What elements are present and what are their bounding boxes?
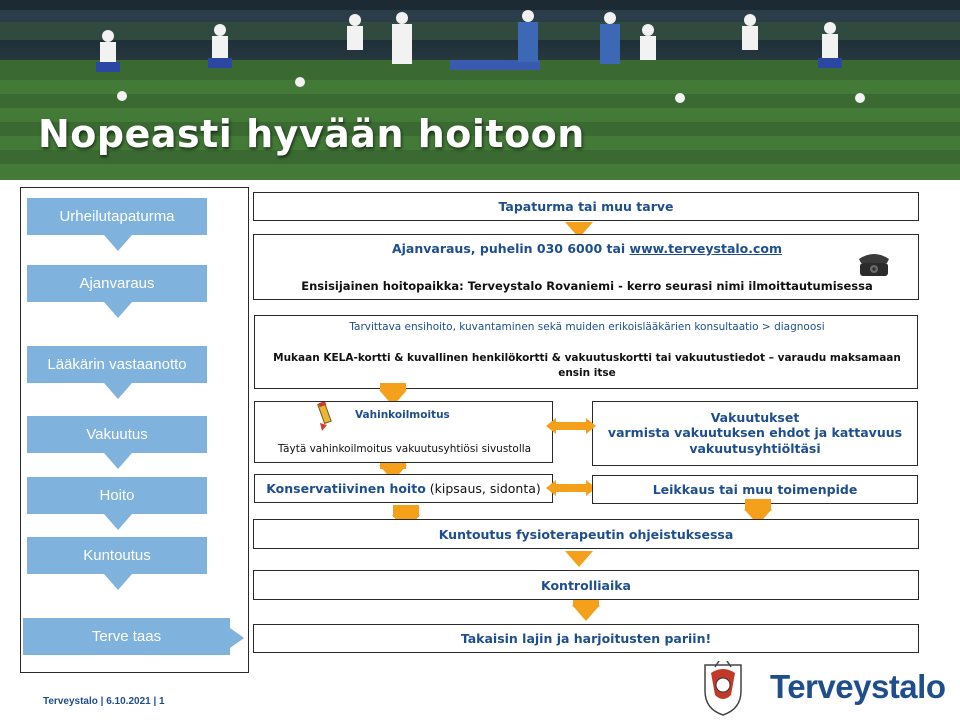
kuntoutus-text: Kuntoutus fysioterapeutin ohjeistuksessa [438,526,734,542]
ensihoito-text: Tarvittava ensihoito, kuvantaminen sekä muiden erikoislääkärien konsultaatio > diagnoosi [349,321,825,333]
club-crest-icon [701,661,745,717]
stage-hoito: Hoito [27,477,207,514]
vakuutukset-text: varmista vakuutuksen ehdot ja kattavuus vakuutusyhtiöltäsi [607,425,903,456]
hoitopaikka-text: Ensisijainen hoitopaikka: Terveystalo Rovaniemi - kerro seurasi nimi ilmoittautumisessa [301,279,873,293]
flow-arrow-7 [572,605,600,621]
stage-arrow-4 [104,453,132,469]
box-ensihoito [254,315,918,389]
pencil-icon [311,402,337,432]
telephone-icon [857,251,891,277]
stage-ajanvaraus: Ajanvaraus [27,265,207,302]
header-banner [0,0,960,180]
takaisin-text: Takaisin lajin ja harjoitusten pariin! [460,631,712,646]
flow-double-arrow-1 [546,418,596,434]
stage-kuntoutus: Kuntoutus [27,537,207,574]
konservatiivinen-rest: (kipsaus, sidonta) [425,481,541,496]
vakuutukset-title: Vakuutukset [710,410,800,425]
box-kontrolliaika [253,570,919,600]
konservatiivinen-bold: Konservatiivinen hoito [266,481,426,496]
ajanvaraus-text: Ajanvaraus, puhelin 030 6000 tai [391,241,630,256]
kontrolli-text: Kontrolliaika [540,577,631,593]
box-konservatiivinen [254,474,553,503]
stage-urheilutapaturma: Urheilutapaturma [27,198,207,235]
page-title: Nopeasti hyvään hoitoon [38,112,585,156]
stage-laakarin-vastaanotto: Lääkärin vastaanotto [27,346,207,383]
box-ajanvaraus [253,234,919,300]
terveystalo-link[interactable]: www.terveystalo.com [629,241,783,256]
stage-arrow-5 [104,514,132,530]
mukaan-text: Mukaan KELA-kortti & kuvallinen henkilökortti & vakuutuskortti tai vakuutustiedot – varaudu maksamaan ensin itse [273,352,901,379]
box-tapaturma [253,192,919,221]
stage-vakuutus: Vakuutus [27,416,207,453]
leikkaus-text: Leikkaus tai muu toimenpide [652,482,858,497]
stage-arrow-2 [104,302,132,318]
stage-arrow-6 [104,574,132,590]
box-tapaturma-label: Tapaturma tai muu tarve [498,199,674,214]
vahinko-title: Vahinkoilmoitus [355,409,450,421]
box-vahinkoilmoitus [254,401,553,463]
vahinko-text: Täytä vahinkoilmoitus vakuutusyhtiösi sivustolla [277,443,532,455]
stage-arrow-right [230,628,244,648]
ajanvaraus-line [254,241,920,256]
stage-arrow-1 [104,235,132,251]
terveystalo-logo: Terveystalo [770,668,946,705]
flow-double-arrow-2 [546,480,596,496]
flow-arrow-6 [565,551,593,567]
footer-text: Terveystalo | 6.10.2021 | 1 [43,696,165,707]
box-takaisin [253,624,919,653]
stage-terve-taas: Terve taas [23,618,230,655]
konservatiivinen-text [266,481,541,496]
box-vakuutukset [592,401,918,466]
box-kuntoutus [253,519,919,549]
stage-arrow-3 [104,383,132,399]
